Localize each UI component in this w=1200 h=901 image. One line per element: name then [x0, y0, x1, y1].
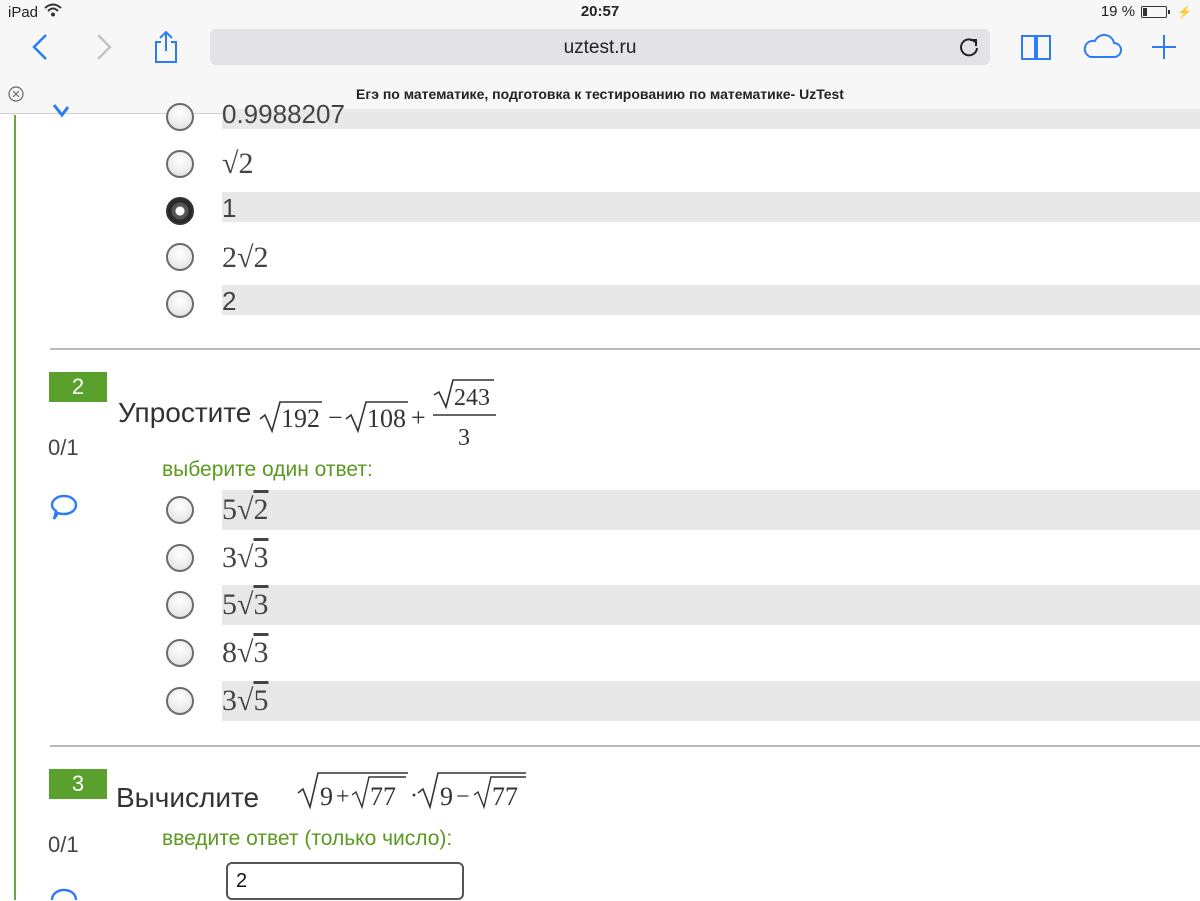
battery-icon [1141, 6, 1167, 18]
q2-option-radio[interactable] [166, 591, 194, 619]
book-icon [1019, 32, 1053, 62]
operator-dot: · [410, 783, 418, 809]
question-number: 2 [49, 372, 107, 402]
reload-icon[interactable] [958, 36, 980, 58]
coefficient: 8 [222, 636, 237, 669]
operator-1: − [328, 403, 343, 432]
page-content [0, 99, 1200, 900]
q2-option-radio[interactable] [166, 544, 194, 572]
icloud-tabs-button[interactable] [1082, 28, 1122, 66]
coefficient: 3 [222, 541, 237, 574]
option-band [222, 285, 1200, 315]
device-name: iPad [8, 3, 39, 21]
radicand: 3 [253, 636, 269, 669]
browser-toolbar [0, 24, 1200, 70]
sqrt-symbol: √ [237, 588, 254, 621]
q1-option-radio[interactable] [166, 243, 194, 271]
coefficient: 3 [222, 684, 237, 717]
radicand-2: 108 [367, 404, 406, 433]
question-score: 0/1 [48, 832, 79, 857]
chevron-left-icon [29, 32, 51, 62]
option-band [222, 490, 1200, 530]
forward-button[interactable] [84, 28, 124, 66]
tab-title: Егэ по математике, подготовка к тестированию по математике- UzTest [356, 86, 844, 102]
url-text: uztest.ru [563, 37, 637, 58]
q2-option-label [222, 684, 268, 718]
answer-prompt: выберите один ответ: [162, 458, 373, 481]
q1-option-label: 2 [222, 286, 237, 316]
question-text: Вычислите [116, 782, 260, 813]
charging-icon: ⚡ [1177, 4, 1192, 19]
bookmarks-button[interactable] [1016, 28, 1056, 66]
address-bar[interactable] [210, 29, 990, 65]
comment-icon[interactable] [50, 105, 74, 125]
answer-input[interactable] [226, 862, 464, 900]
sqrt-symbol: √ [237, 684, 254, 717]
q2-option-radio[interactable] [166, 687, 194, 715]
share-icon [152, 30, 180, 64]
question-number: 3 [49, 769, 107, 799]
q1-option-radio[interactable] [166, 290, 194, 318]
q2-option-radio[interactable] [166, 496, 194, 524]
q1-option-label: 2√2 [222, 241, 269, 274]
radicand: 2 [253, 493, 269, 526]
chevron-right-icon [93, 32, 115, 62]
question-separator [50, 348, 1200, 350]
question-separator [50, 745, 1200, 747]
q1-option-label: 0.9988207 [222, 99, 345, 129]
new-tab-button[interactable] [1144, 28, 1184, 66]
fraction-denominator: 3 [458, 425, 470, 451]
comment-icon[interactable] [50, 493, 78, 523]
back-button[interactable] [20, 28, 60, 66]
operator-2: + [411, 403, 426, 432]
radicand: 3 [253, 541, 269, 574]
left-border-line [14, 115, 16, 900]
option-band [222, 192, 1200, 222]
fraction-numerator: 243 [454, 385, 490, 411]
option-band [222, 109, 1200, 129]
sqrt-symbol: √ [237, 636, 254, 669]
status-right [1101, 3, 1192, 20]
q1-option-radio[interactable] [166, 103, 194, 131]
q1-option-label: √2 [222, 147, 254, 180]
q2-option-label [222, 493, 268, 527]
question-text: Упростите [118, 397, 252, 428]
status-bar [0, 0, 1200, 24]
term-d: 77 [492, 782, 518, 811]
radicand-1: 192 [281, 404, 320, 433]
q2-option-radio[interactable] [166, 639, 194, 667]
battery-percent: 19 % [1100, 3, 1136, 20]
question-formula [258, 375, 508, 455]
cloud-icon [1081, 33, 1123, 61]
q1-option-radio-selected[interactable] [166, 197, 194, 225]
answer-prompt: введите ответ (только число): [162, 827, 453, 850]
q1-option-label: 1 [222, 193, 237, 223]
question-formula [296, 767, 536, 817]
coefficient: 5 [222, 493, 237, 526]
operator-plus: + [336, 784, 350, 810]
term-c: 9 [440, 782, 453, 811]
coefficient: 5 [222, 588, 237, 621]
q1-option-radio[interactable] [166, 150, 194, 178]
q2-option-label [222, 588, 268, 622]
term-a: 9 [320, 782, 333, 811]
clock: 20:57 [580, 3, 620, 20]
plus-icon [1150, 33, 1178, 61]
option-band [222, 585, 1200, 625]
sqrt-symbol: √ [237, 541, 254, 574]
q2-option-label [222, 541, 268, 575]
term-b: 77 [370, 782, 396, 811]
operator-minus: − [456, 784, 470, 810]
radicand: 5 [253, 684, 269, 717]
share-button[interactable] [146, 28, 186, 66]
option-band [222, 681, 1200, 721]
q2-option-label [222, 636, 268, 670]
comment-icon[interactable] [50, 887, 78, 901]
sqrt-symbol: √ [237, 493, 254, 526]
question-score: 0/1 [48, 435, 79, 460]
radicand: 3 [253, 588, 269, 621]
